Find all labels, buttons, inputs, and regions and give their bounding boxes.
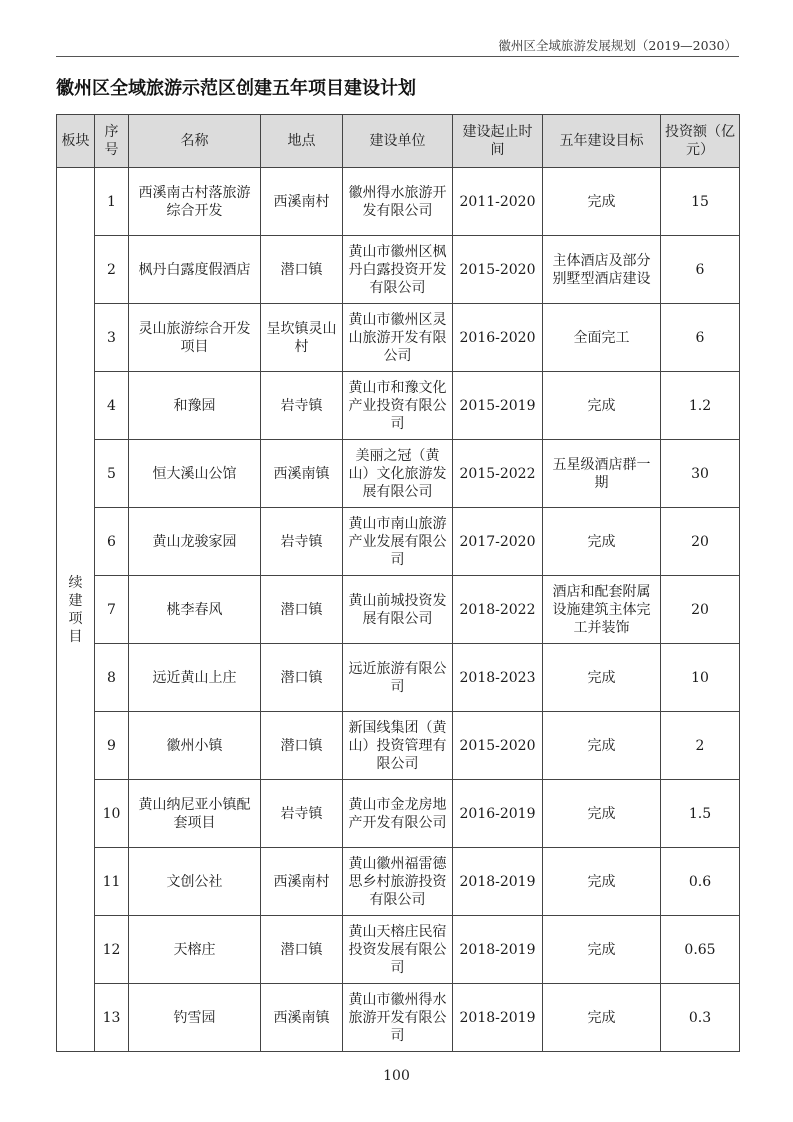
cell-investment: 20	[661, 508, 740, 576]
cell-name: 桃李春风	[129, 576, 261, 644]
table-header	[57, 115, 740, 168]
table-row	[57, 576, 740, 644]
header-location: 地点	[261, 115, 343, 168]
cell-name: 黄山龙骏家园	[129, 508, 261, 576]
table-row	[57, 848, 740, 916]
cell-location: 潜口镇	[261, 644, 343, 712]
header-seq: 序号	[95, 115, 129, 168]
cell-period: 2018-2019	[453, 984, 543, 1052]
cell-name: 和豫园	[129, 372, 261, 440]
cell-location: 西溪南村	[261, 168, 343, 236]
cell-seq: 9	[95, 712, 129, 780]
cell-unit: 新国线集团（黄山）投资管理有限公司	[343, 712, 453, 780]
cell-goal: 酒店和配套附属设施建筑主体完工并装饰	[543, 576, 661, 644]
cell-seq: 11	[95, 848, 129, 916]
cell-period: 2015-2020	[453, 712, 543, 780]
cell-unit: 黄山市徽州区枫丹白露投资开发有限公司	[343, 236, 453, 304]
table-row	[57, 508, 740, 576]
table-row	[57, 304, 740, 372]
cell-investment: 1.2	[661, 372, 740, 440]
cell-investment: 6	[661, 236, 740, 304]
header-name: 名称	[129, 115, 261, 168]
cell-unit: 徽州得水旅游开发有限公司	[343, 168, 453, 236]
cell-location: 岩寺镇	[261, 372, 343, 440]
cell-investment: 2	[661, 712, 740, 780]
cell-seq: 4	[95, 372, 129, 440]
cell-name: 枫丹白露度假酒店	[129, 236, 261, 304]
cell-investment: 1.5	[661, 780, 740, 848]
cell-unit: 黄山前城投资发展有限公司	[343, 576, 453, 644]
cell-period: 2018-2019	[453, 848, 543, 916]
cell-name: 天榕庄	[129, 916, 261, 984]
table-row	[57, 644, 740, 712]
cell-location: 西溪南镇	[261, 984, 343, 1052]
cell-investment: 20	[661, 576, 740, 644]
cell-goal: 完成	[543, 848, 661, 916]
table-row	[57, 372, 740, 440]
cell-name: 文创公社	[129, 848, 261, 916]
project-plan-table	[56, 114, 740, 1052]
cell-location: 潜口镇	[261, 576, 343, 644]
header-unit: 建设单位	[343, 115, 453, 168]
table-row	[57, 984, 740, 1052]
cell-unit: 黄山徽州福雷德思乡村旅游投资有限公司	[343, 848, 453, 916]
cell-investment: 6	[661, 304, 740, 372]
table-row	[57, 440, 740, 508]
cell-seq: 12	[95, 916, 129, 984]
cell-location: 西溪南镇	[261, 440, 343, 508]
header-investment: 投资额（亿元）	[661, 115, 740, 168]
cell-period: 2011-2020	[453, 168, 543, 236]
cell-location: 岩寺镇	[261, 780, 343, 848]
cell-unit: 黄山市金龙房地产开发有限公司	[343, 780, 453, 848]
cell-period: 2015-2019	[453, 372, 543, 440]
cell-goal: 完成	[543, 644, 661, 712]
cell-period: 2016-2020	[453, 304, 543, 372]
cell-goal: 完成	[543, 168, 661, 236]
cell-goal: 完成	[543, 712, 661, 780]
cell-unit: 黄山市和豫文化产业投资有限公司	[343, 372, 453, 440]
cell-goal: 五星级酒店群一期	[543, 440, 661, 508]
cell-period: 2018-2022	[453, 576, 543, 644]
cell-investment: 15	[661, 168, 740, 236]
cell-location: 呈坎镇灵山村	[261, 304, 343, 372]
cell-period: 2015-2022	[453, 440, 543, 508]
table-row	[57, 236, 740, 304]
cell-seq: 6	[95, 508, 129, 576]
running-header: 徽州区全域旅游发展规划（2019—2030）	[498, 38, 737, 53]
cell-investment: 10	[661, 644, 740, 712]
cell-investment: 0.3	[661, 984, 740, 1052]
cell-period: 2018-2019	[453, 916, 543, 984]
cell-seq: 1	[95, 168, 129, 236]
cell-seq: 10	[95, 780, 129, 848]
cell-unit: 美丽之冠（黄山）文化旅游发展有限公司	[343, 440, 453, 508]
cell-period: 2015-2020	[453, 236, 543, 304]
board-label: 续建项目	[68, 574, 83, 645]
cell-goal: 主体酒店及部分别墅型酒店建设	[543, 236, 661, 304]
header-board: 板块	[57, 115, 95, 168]
cell-name: 恒大溪山公馆	[129, 440, 261, 508]
header-period: 建设起止时间	[453, 115, 543, 168]
cell-unit: 黄山天榕庄民宿投资发展有限公司	[343, 916, 453, 984]
page-number: 100	[383, 1068, 410, 1084]
cell-unit: 黄山市南山旅游产业发展有限公司	[343, 508, 453, 576]
cell-seq: 13	[95, 984, 129, 1052]
cell-seq: 2	[95, 236, 129, 304]
cell-name: 黄山纳尼亚小镇配套项目	[129, 780, 261, 848]
table-row	[57, 168, 740, 236]
cell-name: 西溪南古村落旅游综合开发	[129, 168, 261, 236]
header-goal: 五年建设目标	[543, 115, 661, 168]
cell-goal: 完成	[543, 916, 661, 984]
cell-unit: 远近旅游有限公司	[343, 644, 453, 712]
document-title: 徽州区全域旅游示范区创建五年项目建设计划	[56, 78, 416, 99]
table-row	[57, 780, 740, 848]
table-row	[57, 916, 740, 984]
cell-location: 潜口镇	[261, 916, 343, 984]
cell-name: 远近黄山上庄	[129, 644, 261, 712]
cell-unit: 黄山市徽州区灵山旅游开发有限公司	[343, 304, 453, 372]
cell-investment: 0.6	[661, 848, 740, 916]
table-row	[57, 712, 740, 780]
cell-investment: 0.65	[661, 916, 740, 984]
cell-goal: 全面完工	[543, 304, 661, 372]
cell-goal: 完成	[543, 780, 661, 848]
cell-period: 2018-2023	[453, 644, 543, 712]
cell-unit: 黄山市徽州得水旅游开发有限公司	[343, 984, 453, 1052]
cell-name: 灵山旅游综合开发项目	[129, 304, 261, 372]
cell-location: 潜口镇	[261, 712, 343, 780]
board-cell	[57, 168, 95, 1052]
cell-period: 2016-2019	[453, 780, 543, 848]
cell-location: 岩寺镇	[261, 508, 343, 576]
header-rule	[56, 56, 739, 57]
cell-location: 西溪南村	[261, 848, 343, 916]
cell-name: 徽州小镇	[129, 712, 261, 780]
cell-period: 2017-2020	[453, 508, 543, 576]
cell-seq: 8	[95, 644, 129, 712]
cell-name: 钓雪园	[129, 984, 261, 1052]
cell-seq: 7	[95, 576, 129, 644]
cell-location: 潜口镇	[261, 236, 343, 304]
cell-goal: 完成	[543, 508, 661, 576]
cell-goal: 完成	[543, 984, 661, 1052]
cell-seq: 3	[95, 304, 129, 372]
cell-investment: 30	[661, 440, 740, 508]
table-body	[57, 168, 740, 1052]
cell-seq: 5	[95, 440, 129, 508]
cell-goal: 完成	[543, 372, 661, 440]
